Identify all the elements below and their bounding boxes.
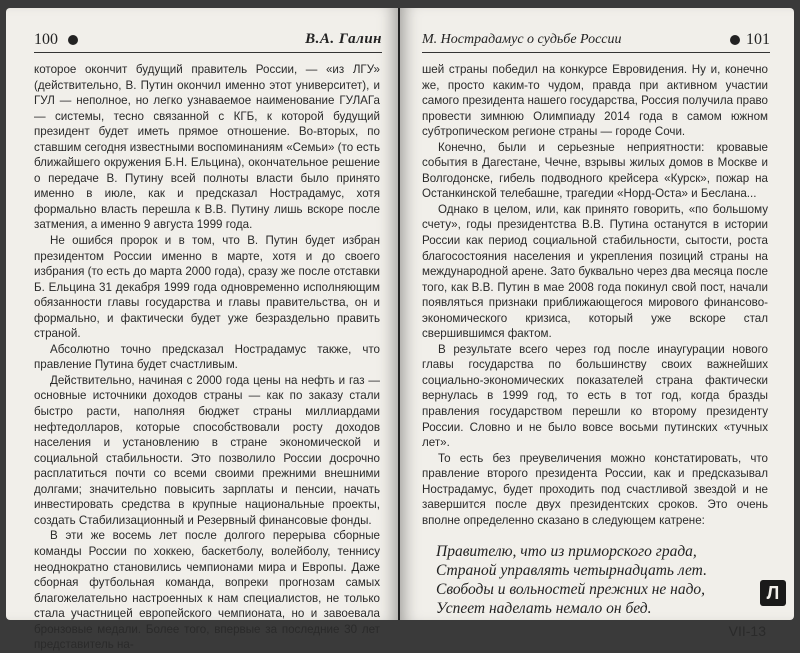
right-page <box>400 8 794 640</box>
right-page-body <box>422 62 768 640</box>
header-title: М. Нострадамус о судьбе России <box>422 32 622 47</box>
verse-reference: VII-13 <box>728 623 766 640</box>
paragraph: В эти же восемь лет после долгого перерыва сборные команды России по хоккею, баскетболу, волейболу, теннису неоднократно становились чемпионами мира и Европы. Даже сборная футбольная команда, вопреки прогнозам самых благожелательно настроенных к нам специалистов, не только стала участницей европейского чемпионата, но и завоевала бронзовые медали. Более того, впервые за последние 30 лет представитель на- <box>34 529 380 652</box>
left-page-body <box>34 62 380 653</box>
verse-line: Свободы и вольностей прежних не надо, <box>436 581 706 599</box>
left-running-header <box>34 28 382 53</box>
quatrain <box>422 542 768 618</box>
right-page-number: 101 <box>746 31 770 48</box>
verse-line: Правителю, что из приморского града, <box>436 543 697 561</box>
book-spread <box>6 8 794 652</box>
paragraph: Однако в целом, или, как принято говорить, «по большому счету», годы президентства В.В. Путина останутся в истории России как период социальной стабильности, сытости, роста благосостояния населения и укрепления позиций страны на международной арене. Зато буквально через два месяца после того, как В.В. Путин в мае 2008 года покинул свой пост, начали появляться признаки приближающегося мирового финансово-экономического кризиса, который уже вскоре стал свершившимся фактом. <box>422 202 768 341</box>
bullet-dot-icon <box>68 35 78 45</box>
header-author: В.А. Галин <box>305 31 382 47</box>
left-page <box>6 8 398 652</box>
verse-line: Успеет наделать немало он бед. <box>436 600 652 618</box>
paragraph: То есть без преувеличения можно констатировать, что правление второго президента России, как и предсказывал Нострадамус, будет проходить под счастливой звездой и не завершится после двух президентских сроков. Это очень вполне определенно сказано в следующем катрене: <box>422 451 768 527</box>
paragraph: шей страны победил на конкурсе Евровидения. Ну и, конечно же, просто каким-то чудом, правда при активном участии самого президента нашего государства, Россия получила право провести зимнюю Олимпиаду 2014 года в самом южном субтропическом регионе страны — городе Сочи. <box>422 63 768 139</box>
paragraph: которое окончит будущий правитель России, — «из ЛГУ» (действительно, В. Путин окончил именно этот университет), и ГУЛ — неполное, но легко узнаваемое наименование ГУЛАГа — системы, тесно связанной с КГБ, к которой будущий президент будет иметь прямое отношение. Во-вторых, по ставшим сегодня известными воспоминаниям «Семьи» (то есть ближайшего окружения Б.Н. Ельцина), окончательное решение о передаче В. Путину всей полноты власти было принято именно в июле, как и предсказал Нострадамус, хотя формально власть перешла к В.В. Путину лишь вскоре после затмения, а именно 9 августа 1999 года. <box>34 63 380 232</box>
paragraph: Не ошибся пророк и в том, что В. Путин будет избран президентом России именно в марте, хотя и до своего избрания (то есть до марта 2000 года), сразу же после отставки Б. Ельцина 31 декабря 1999 года одновременно исполняющим обязанности главы государства и главы правительства, он и формально, и фактически будет уже безраздельно править страной. <box>34 234 380 341</box>
paragraph: В результате всего через год после инаугурации нового главы государства по большинству своих важнейших социально-экономических показателей страна фактически вернулась в 1999 год, то есть в тот год, когда бразды правления государством перешли ко второму президенту России. Словно и не было вовсе восьми путинских «тучных лет». <box>422 342 768 450</box>
right-running-header <box>422 28 770 53</box>
paragraph: Конечно, были и серьезные неприятности: кровавые события в Дагестане, Чечне, взрывы жилых домов в Москве и Волгодонске, гибель подводного крейсера «Курск», пожар на Останкинской телебашне, трагедии «Норд-Оста» и Беслана... <box>422 140 768 201</box>
publisher-logo-icon: Л <box>760 580 786 606</box>
bullet-dot-icon <box>730 35 740 45</box>
left-page-number: 100 <box>34 31 58 48</box>
paragraph: Действительно, начиная с 2000 года цены на нефть и газ — основные источники доходов страны — как по заказу стали быстро расти, наполняя бюджет страны миллиардами нефтедолларов, которые способствовали росту доходов населения и установлению в стране экономической и социальной стабильности. Это позволило России досрочно расплатиться почти со всеми своими прежними внешними долгами; значительно повысить зарплаты и пенсии, начать инвестировать средства в крупные национальные проекты, создать Стабилизационный и Резервный финансовые фонды. <box>34 373 380 527</box>
paragraph: Абсолютно точно предсказал Нострадамус также, что правление Путина будет счастливым. <box>34 342 380 372</box>
verse-line: Страной управлять четырнадцать лет. <box>436 562 707 580</box>
